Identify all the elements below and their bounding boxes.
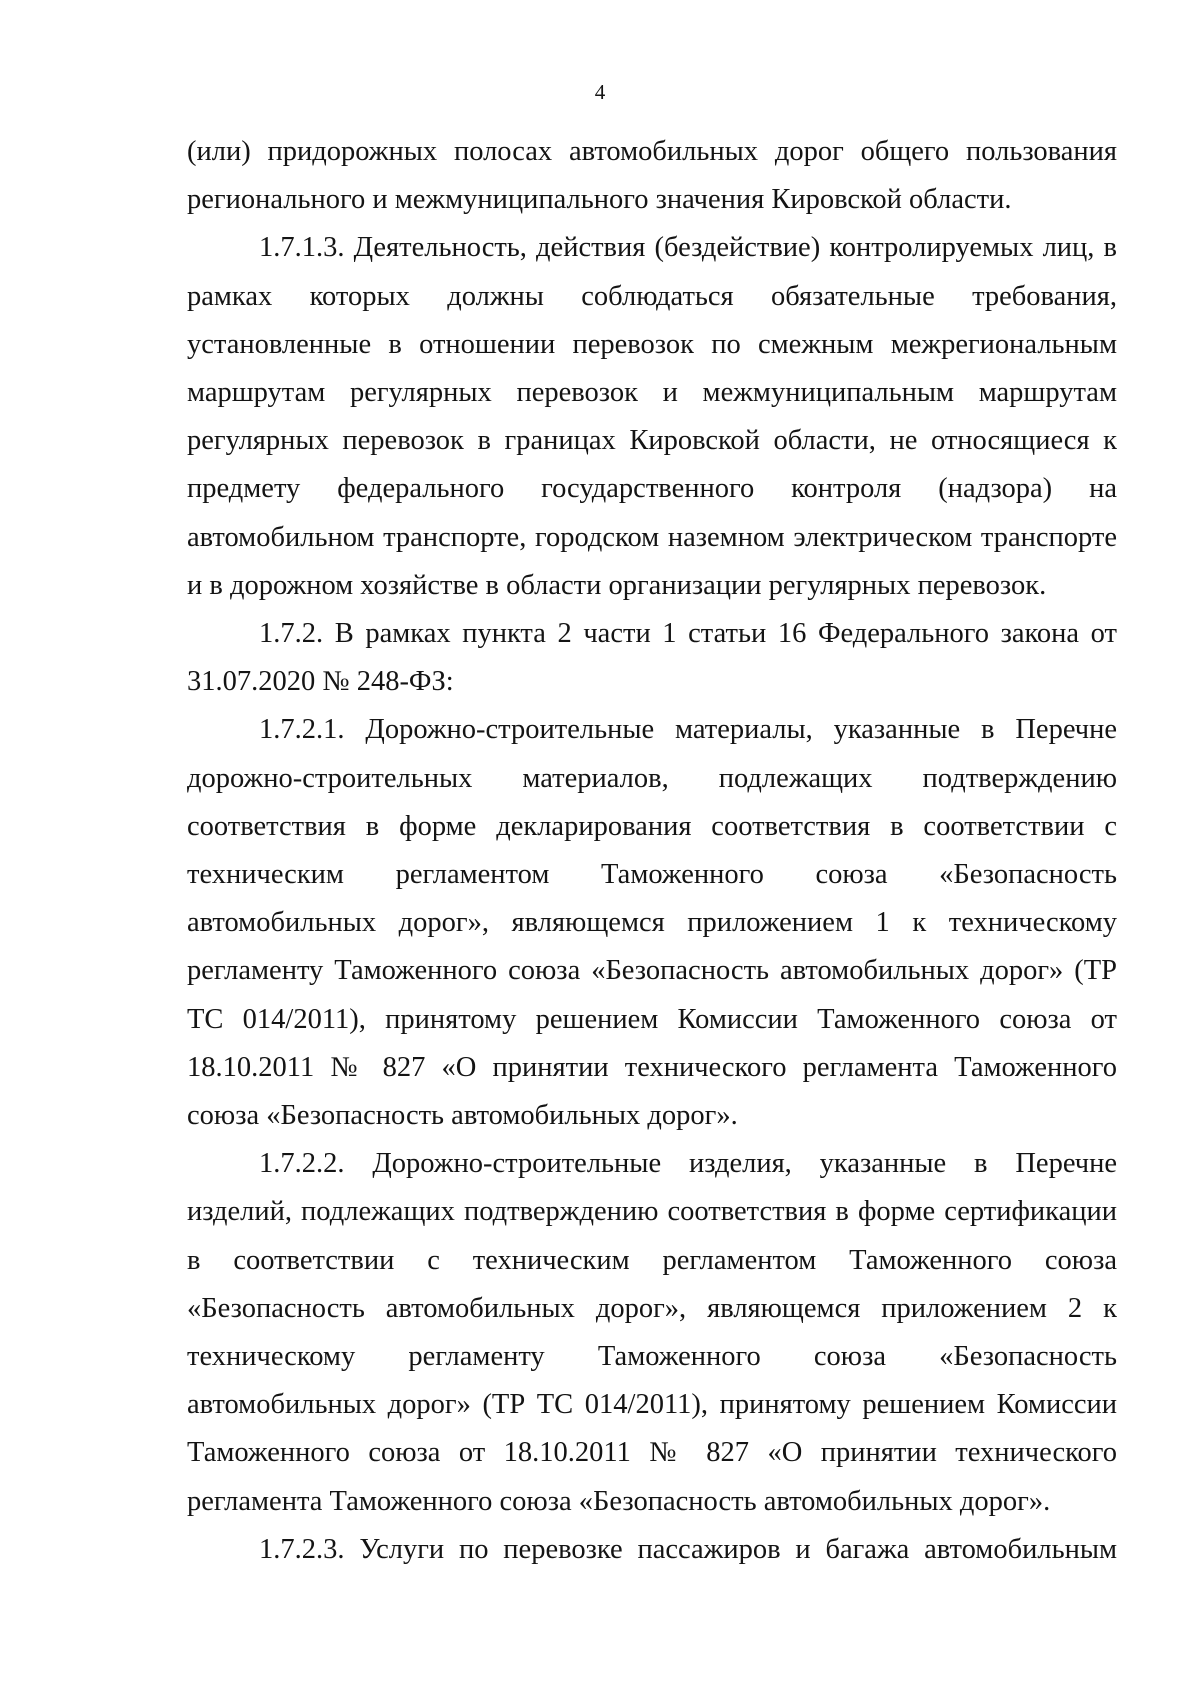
document-body [187,128,1117,1574]
page-number: 4 [594,80,606,104]
paragraph-1-7-2: 1.7.2. В рамках пункта 2 части 1 статьи 16 Федерального закона от 31.07.2020 № 248-ФЗ: [187,618,1117,698]
paragraph-1-7-2-2: 1.7.2.2. Дорожно-строительные изделия, указанные в Перечне изделий, подлежащих подтверждению соответствия в форме сертификации в соответствии с техническим регламентом Таможенного союза «Безопасность автомобильных дорог», являющемся приложением 2 к техническому регламенту Таможенного союза «Безопасность автомобильных дорог» (ТР ТС 014/2011), принятому решением Комиссии Таможенного союза от 18.10.2011 № 827 «О принятии технического регламента Таможенного союза «Безопасность автомобильных дорог». [187,1148,1117,1517]
paragraph-1-7-2-1: 1.7.2.1. Дорожно-строительные материалы, указанные в Перечне дорожно-строительных материалов, подлежащих подтверждению соответствия в форме декларирования соответствия в соответствии с техническим регламентом Таможенного союза «Безопасность автомобильных дорог», являющемся приложением 1 к техническому регламенту Таможенного союза «Безопасность автомобильных дорог» (ТР ТС 014/2011), принятому решением Комиссии Таможенного союза от 18.10.2011 № 827 «О принятии технического регламента Таможенного союза «Безопасность автомобильных дорог». [187,714,1117,1132]
paragraph-continuation: (или) придорожных полосах автомобильных дорог общего пользования регионального и межмуниципального значения Кировской области. [187,136,1117,216]
paragraph-1-7-2-3: 1.7.2.3. Услуги по перевозке пассажиров и багажа автомобильным [259,1533,1117,1565]
paragraph-1-7-1-3: 1.7.1.3. Деятельность, действия (бездействие) контролируемых лиц, в рамках которых должны соблюдаться обязательные требования, установленные в отношении перевозок по смежным межрегиональным маршрутам регулярных перевозок и межмуниципальным маршрутам регулярных перевозок в границах Кировской области, не относящиеся к предмету федерального государственного контроля (надзора) на автомобильном транспорте, городском наземном электрическом транспорте и в дорожном хозяйстве в области организации регулярных перевозок. [187,232,1117,601]
